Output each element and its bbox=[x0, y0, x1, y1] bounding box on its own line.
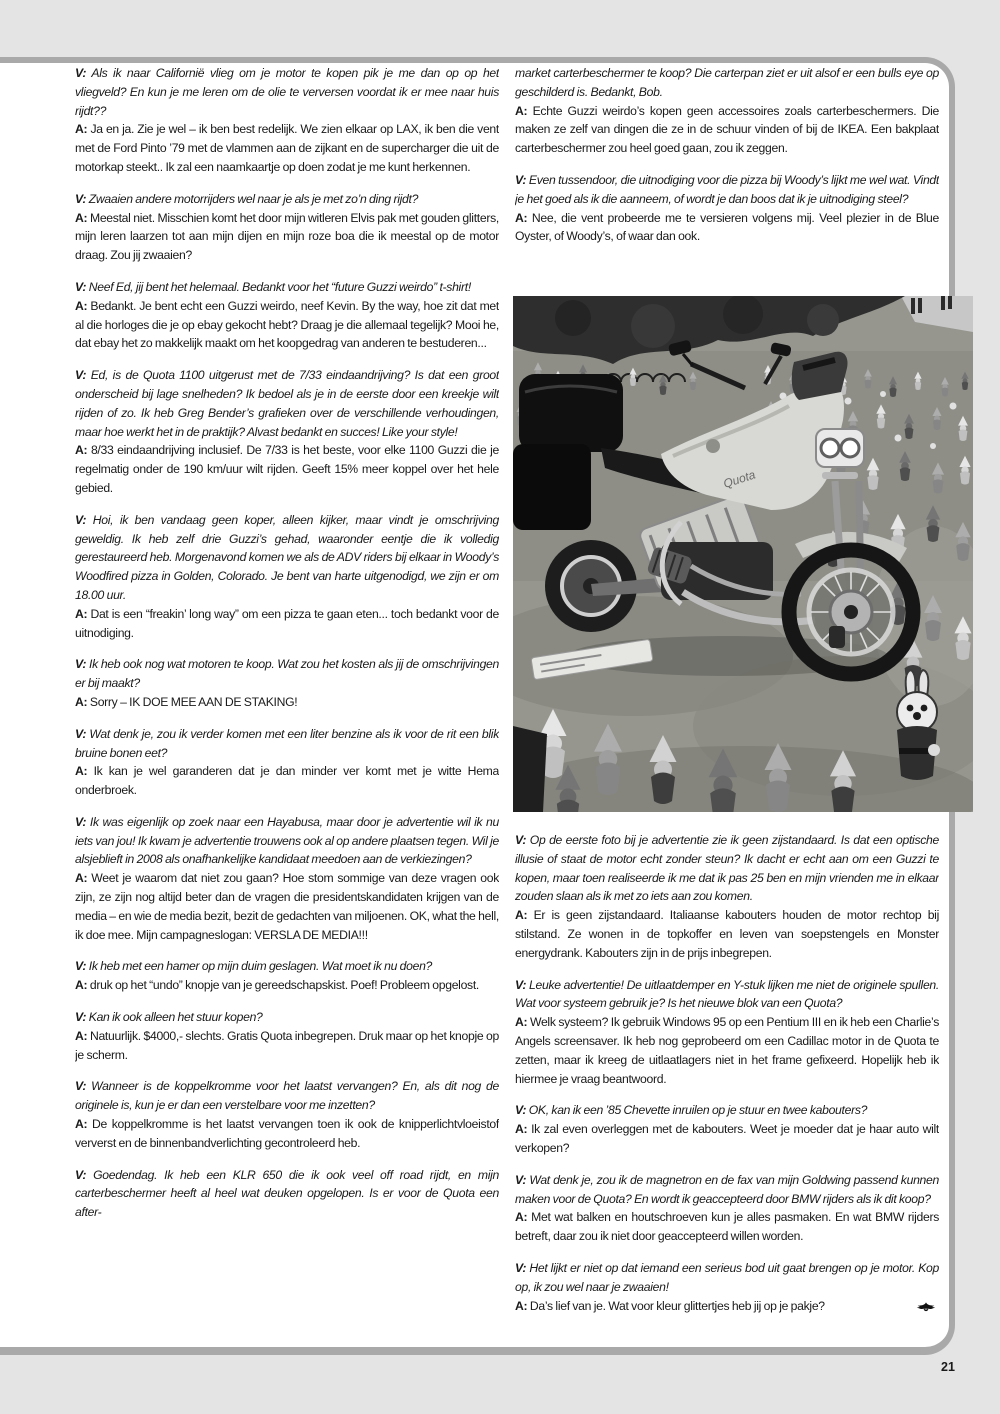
answer-paragraph: A: Weet je waarom dat niet zou gaan? Hoe stom sommige van deze vragen ook zijn, ze zijn nog altijd beter dan de vragen die presidentskandidaten krijgen van de media – en wie de media bezit, bezit de gedachten van miljoenen. OK, what the hell, ik doe mee. Mijn campagneslogan: VERSLA DE MEDIA!!! bbox=[75, 871, 499, 942]
right-text-column-top bbox=[515, 64, 939, 294]
question-paragraph: V: Wat denk je, zou ik verder komen met een liter benzine als ik voor de rit een blik bruine bonen eet? bbox=[75, 726, 499, 760]
speaker-label: A: bbox=[75, 606, 88, 621]
question-paragraph: V: Even tussendoor, die uitnodiging voor die pizza bij Woody’s lijkt me wel wat. Vindt je het goed als ik die aanneem, of wordt je dan boos dat ik je uitnodiging steel? bbox=[515, 172, 939, 206]
right-text-column-bottom bbox=[515, 831, 939, 1347]
photo-quota-among-gnomes bbox=[513, 296, 973, 812]
question-paragraph: V: Wat denk je, zou ik de magnetron en de fax van mijn Goldwing passend kunnen maken voor de Quota? En wordt ik geaccepteerd door BMW rijders als ik dit koop? bbox=[515, 1172, 939, 1206]
speaker-label: V: bbox=[75, 959, 87, 974]
speaker-label: A: bbox=[515, 908, 528, 923]
speaker-label: A: bbox=[75, 764, 88, 779]
answer-paragraph: A: Welk systeem? Ik gebruik Windows 95 op een Pentium III en ik heb een Charlie’s Angels screensaver. Ik heb nog geprobeerd om een Cadillac motor in de Quota te zetten, maar ik kreeg de uitlaatlagers niet in het frame gefixeerd. Hopelijk heb ik hiermee je vraag beantwoord. bbox=[515, 1015, 939, 1086]
bike-decal-text: Quota bbox=[721, 467, 758, 491]
question-paragraph: V: Leuke advertentie! De uitlaatdemper en Y-stuk lijken me niet de originele spullen. Wat voor systeem gebruik je? Is het nieuwe blok van een Quota? bbox=[515, 977, 939, 1011]
speaker-label: V: bbox=[75, 368, 87, 383]
speaker-label: V: bbox=[75, 512, 87, 527]
answer-paragraph: A: Dat is een “freakin’ long way” om een pizza te gaan eten... toch bedankt voor de uitnodiging. bbox=[75, 606, 499, 640]
question-paragraph: V: Goedendag. Ik heb een KLR 650 die ik ook veel off road rijdt, en mijn carterbeschermer heeft al heel wat deuken opgelopen. Is er voor de Quota een after- bbox=[75, 1167, 499, 1220]
answer-paragraph: A: Ik zal even overleggen met de kabouters. Weet je moeder dat je haar auto wilt verkopen? bbox=[515, 1122, 939, 1155]
speaker-label: A: bbox=[75, 978, 88, 993]
question-paragraph: V: Neef Ed, jij bent het helemaal. Bedankt voor het “future Guzzi weirdo” t-shirt! bbox=[75, 279, 471, 294]
question-paragraph: V: Kan ik ook alleen het stuur kopen? bbox=[75, 1010, 263, 1025]
speaker-label: V: bbox=[75, 657, 87, 672]
question-paragraph: V: Ik heb met een hamer op mijn duim geslagen. Wat moet ik nu doen? bbox=[75, 959, 433, 974]
speaker-label: A: bbox=[75, 1028, 88, 1043]
speaker-label: V: bbox=[515, 1172, 527, 1187]
speaker-label: V: bbox=[75, 1167, 87, 1182]
answer-paragraph: A: Sorry – IK DOE MEE AAN DE STAKING! bbox=[75, 694, 298, 709]
speaker-label: A: bbox=[515, 1210, 528, 1225]
question-paragraph: V: OK, kan ik een ’85 Chevette inruilen op je stuur en twee kabouters? bbox=[515, 1103, 868, 1118]
speaker-label: A: bbox=[75, 210, 88, 225]
question-paragraph: V: Wanneer is de koppelkromme voor het laatst vervangen? En, als dit nog de originele is, kun je er dan een verstelbare voor me inzetten? bbox=[75, 1079, 499, 1113]
speaker-label: V: bbox=[75, 279, 87, 294]
question-paragraph: V: Ik heb ook nog wat motoren te koop. Wat zou het kosten als jij de omschrijvingen er bij maakt? bbox=[75, 657, 499, 691]
speaker-label: A: bbox=[75, 1117, 88, 1132]
answer-paragraph: A: Meestal niet. Misschien komt het door mijn witleren Elvis pak met gouden glitters, mijn leren laarzen tot aan mijn dijen en mijn roze boa die ik meestal op de motor draag. Zou jij zwaaien? bbox=[75, 210, 499, 263]
moto-guzzi-eagle-icon bbox=[913, 1300, 939, 1319]
speaker-label: A: bbox=[515, 103, 528, 118]
question-paragraph: V: Als ik naar Californië vlieg om je motor te kopen pik je me dan op op het vliegveld? En kun je me leren om de olie te verversen voordat ik er mee naar huis rijdt?? bbox=[75, 66, 499, 118]
speaker-label: A: bbox=[515, 1015, 528, 1030]
speaker-label: V: bbox=[75, 66, 87, 80]
answer-paragraph: A: Bedankt. Je bent echt een Guzzi weirdo, neef Kevin. By the way, hoe zit dat met al die horloges die je op ebay gekocht hebt? Draag je die allemaal tegelijk? Mooi he, dat ebay het zo makkelijk maakt om het koopgedrag van anderen te bestuderen... bbox=[75, 298, 499, 351]
answer-paragraph: A: Met wat balken en houtschroeven kun je alles pasmaken. En wat BMW rijders betreft, daar zou ik niet door geaccepteerd willen worden. bbox=[515, 1210, 939, 1244]
speaker-label: V: bbox=[515, 833, 527, 847]
speaker-label: V: bbox=[515, 977, 527, 992]
speaker-label: A: bbox=[515, 1298, 528, 1313]
speaker-label: V: bbox=[515, 1103, 527, 1118]
speaker-label: V: bbox=[515, 172, 527, 187]
speaker-label: A: bbox=[515, 1122, 528, 1137]
question-paragraph: V: Ik was eigenlijk op zoek naar een Hayabusa, maar door je advertentie wil ik nu iets van jou! Ik kwam je advertentie trouwens ook al op andere plaatsen tegen. Wil je alsjeblieft in 2008 als onafhankelijke kandidaat meedoen aan de verkiezingen? bbox=[75, 814, 499, 867]
speaker-label: V: bbox=[75, 191, 87, 206]
answer-paragraph: A: Ik kan je wel garanderen dat je dan minder ver komt met je witte Hema onderbroek. bbox=[75, 764, 499, 798]
speaker-label: V: bbox=[515, 1260, 527, 1275]
speaker-label: A: bbox=[75, 694, 88, 709]
answer-paragraph: A: Nee, die vent probeerde me te versieren volgens mij. Veel plezier in de Blue Oyster, of Woody’s, of waar dan ook. bbox=[515, 210, 939, 244]
answer-paragraph: A: Natuurlijk. $4000,- slechts. Gratis Quota inbegrepen. Druk maar op het knopje op je scherm. bbox=[75, 1028, 499, 1062]
question-paragraph: V: Hoi, ik ben vandaag geen koper, alleen kijker, maar vindt je omschrijving geweldig. Ik heb zelf drie Guzzi’s gehad, waaronder eentje die ik volledig gerestaureerd heb. Morgenavond komen we als de ADV riders bij elkaar in Woody’s Woodfired pizza in Golden, Colorado. Je bent van harte uitgenodigd, we zijn er om 18.00 uur. bbox=[75, 512, 499, 602]
question-paragraph: V: Het lijkt er niet op dat iemand een serieus bod uit gaat brengen op je motor. Kop op, ik zou wel naar je zwaaien! bbox=[515, 1260, 939, 1294]
speaker-label: A: bbox=[75, 122, 88, 137]
answer-paragraph: A: druk op het “undo” knopje van je gereedschapskist. Poef! Probleem opgelost. bbox=[75, 978, 480, 993]
speaker-label: A: bbox=[75, 443, 88, 458]
speaker-label: A: bbox=[75, 871, 88, 886]
speaker-label: V: bbox=[75, 726, 87, 741]
question-paragraph: market carterbeschermer te koop? Die carterpan ziet er uit alsof er een bulls eye op geschilderd is. Bedankt, Bob. bbox=[515, 66, 939, 99]
question-paragraph: V: Ed, is de Quota 1100 uitgerust met de 7/33 eindaandrijving? Is dat een groot onderscheid bij lage snelheden? Ik bedoel als je in de eerste door een kreekje wilt rijden of zo. Ik heb Greg Bender’s grafieken over de verschillende verhoudingen, maar hoe werkt het in de praktijk? Alvast bedankt en succes! Like your style! bbox=[75, 368, 499, 439]
answer-paragraph: A: Echte Guzzi weirdo’s kopen geen accessoires zoals carterbeschermers. Die maken ze zelf van dingen die ze in de schuur vinden of bij de IKEA. Een bakplaat carterbeschermer zou heel goed gaan, zou ik zeggen. bbox=[515, 103, 939, 156]
question-paragraph: V: Zwaaien andere motorrijders wel naar je als je met zo’n ding rijdt? bbox=[75, 191, 419, 206]
question-paragraph: V: Op de eerste foto bij je advertentie zie ik geen zijstandaard. Is dat een optische illusie of staat de motor echt zonder steun? Ik dacht er echt aan om een Guzzi te kopen, maar toen realiseerde ik me dat ik pas 25 ben en mijn vrienden me in elkaar zouden slaan als ik met zo iets aan zou komen. bbox=[515, 833, 939, 904]
left-text-column bbox=[75, 64, 499, 1347]
answer-paragraph: A: De koppelkromme is het laatst vervangen toen ik ook de knipperlichtvloeistof ververst en de binnenbandverlichting gecontroleerd heb. bbox=[75, 1117, 499, 1150]
speaker-label: V: bbox=[75, 1010, 87, 1025]
answer-paragraph: A: Ja en ja. Zie je wel – ik ben best redelijk. We zien elkaar op LAX, ik ben die vent met de Ford Pinto ’79 met de vlammen aan de zijkant en de supercharger die uit de motorkap steekt.. Ik zal een naamkaartje op doen zodat je me kunt herkennen. bbox=[75, 122, 499, 174]
answer-paragraph: A: Er is geen zijstandaard. Italiaanse kabouters houden de motor rechtop bij stilstand. Ze wonen in de topkoffer en leven van soepstengels en Monster energydrank. Kabouters zijn in de prijs inbegrepen. bbox=[515, 908, 939, 960]
speaker-label: V: bbox=[75, 1079, 87, 1094]
speaker-label: V: bbox=[75, 814, 87, 829]
answer-paragraph: A: Da’s lief van je. Wat voor kleur glittertjes heb jij op je pakje? bbox=[515, 1297, 939, 1316]
speaker-label: A: bbox=[75, 298, 88, 313]
page-number: 21 bbox=[941, 1360, 955, 1374]
speaker-label: A: bbox=[515, 210, 528, 225]
answer-paragraph: A: 8/33 eindaandrijving inclusief. De 7/33 is het beste, voor elke 1100 Guzzi die je regelmatig onder de 190 km/uur wilt rijden. Geeft 15% meer koppel over het hele gebied. bbox=[75, 443, 499, 495]
